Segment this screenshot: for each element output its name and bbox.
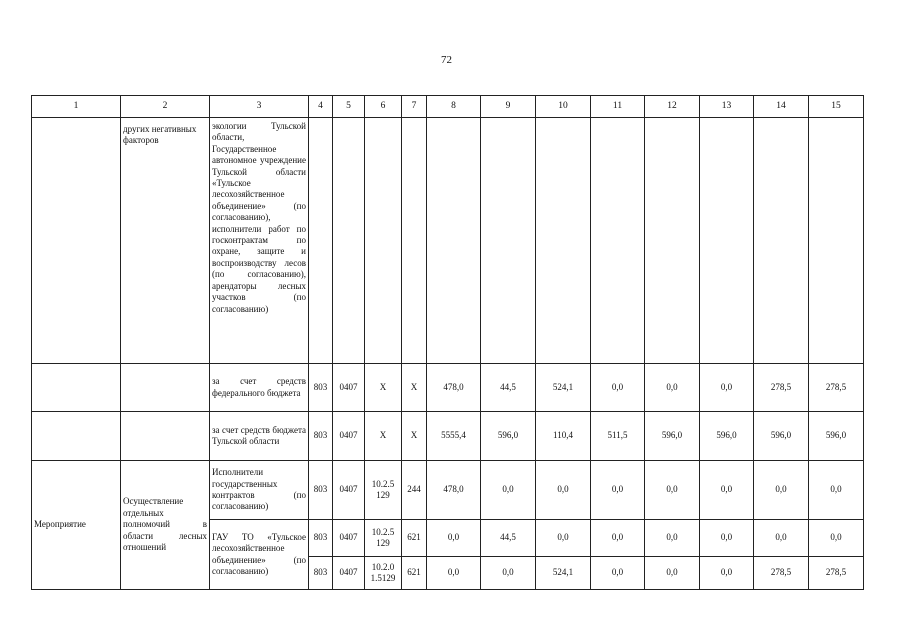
data-cell: 803 (309, 557, 333, 590)
data-cell: 0,0 (645, 520, 700, 557)
data-cell: 478,0 (427, 461, 481, 520)
data-cell: 0,0 (481, 557, 536, 590)
data-cell: 278,5 (754, 364, 809, 412)
data-cell: 0407 (333, 461, 365, 520)
data-cell: 5555,4 (427, 412, 481, 461)
data-cell: 0,0 (700, 364, 754, 412)
data-cell: 44,5 (481, 364, 536, 412)
data-cell: 596,0 (754, 412, 809, 461)
regional-budget-row (32, 412, 864, 461)
measure-row-1 (32, 461, 864, 520)
data-cell: 0,0 (700, 557, 754, 590)
data-cell: 0407 (333, 364, 365, 412)
data-cell: 524,1 (536, 557, 591, 590)
task-name-cell: других негативных факторов (121, 118, 210, 364)
data-cell: 524,1 (536, 364, 591, 412)
data-cell: 596,0 (481, 412, 536, 461)
header-cell: 2 (121, 96, 210, 118)
data-cell: X (365, 364, 402, 412)
data-cell: 0,0 (536, 461, 591, 520)
data-cell: 803 (309, 461, 333, 520)
data-cell: 596,0 (645, 412, 700, 461)
data-cell: X (402, 364, 427, 412)
data-cell: 0,0 (645, 557, 700, 590)
data-cell: 0,0 (809, 461, 864, 520)
data-cell: 803 (309, 412, 333, 461)
funding-source-cell: за счет средств бюджета Тульской области (210, 412, 309, 461)
header-cell: 4 (309, 96, 333, 118)
page-number: 72 (441, 54, 452, 66)
header-cell: 11 (591, 96, 645, 118)
data-cell: 0,0 (536, 520, 591, 557)
header-cell: 6 (365, 96, 402, 118)
data-cell: 0,0 (645, 364, 700, 412)
data-cell: X (402, 412, 427, 461)
header-cell: 3 (210, 96, 309, 118)
data-cell: 278,5 (754, 557, 809, 590)
data-cell: 10.2.5 129 (365, 520, 402, 557)
data-cell: 0407 (333, 520, 365, 557)
data-cell: 0,0 (700, 520, 754, 557)
data-cell: 10.2.5 129 (365, 461, 402, 520)
data-cell: 0,0 (481, 461, 536, 520)
data-cell: 596,0 (700, 412, 754, 461)
data-cell: 803 (309, 364, 333, 412)
data-cell: 278,5 (809, 364, 864, 412)
continuation-row (32, 118, 864, 364)
data-cell: 0,0 (645, 461, 700, 520)
data-cell: 621 (402, 557, 427, 590)
data-cell: 0,0 (427, 520, 481, 557)
header-cell: 5 (333, 96, 365, 118)
data-cell: 0,0 (700, 461, 754, 520)
data-cell: 0407 (333, 412, 365, 461)
data-cell: X (365, 412, 402, 461)
data-cell: 0407 (333, 557, 365, 590)
funding-source-cell: за счет средств федерального бюджета (210, 364, 309, 412)
header-cell: 12 (645, 96, 700, 118)
header-cell: 9 (481, 96, 536, 118)
data-cell: 110,4 (536, 412, 591, 461)
data-cell: 278,5 (809, 557, 864, 590)
data-cell: 0,0 (754, 461, 809, 520)
budget-table (31, 95, 864, 590)
header-cell: 15 (809, 96, 864, 118)
data-cell: 0,0 (809, 520, 864, 557)
header-cell: 10 (536, 96, 591, 118)
header-cell: 13 (700, 96, 754, 118)
empty-cell (32, 118, 121, 364)
measure-name-cell: Осуществление отдельных полномочий в области лесных отношений (121, 461, 210, 590)
data-cell: 478,0 (427, 364, 481, 412)
measure-type-cell: Мероприятие (32, 461, 121, 590)
data-cell: 0,0 (427, 557, 481, 590)
executor-cell: Исполнители государственных контрактов (по согласованию) (210, 461, 309, 520)
executors-cell: экологии Тульской области, Государственное автономное учреждение Тульской области «Тульское лесохозяйственное объединение» (по согласованию), исполнители работ по госконтрактам по охране, защите и воспроизводству лесов (по согласованию), арендаторы лесных участков (по согласованию) (210, 118, 309, 364)
data-cell: 511,5 (591, 412, 645, 461)
federal-budget-row (32, 364, 864, 412)
data-cell: 10.2.0 1.5129 (365, 557, 402, 590)
executor-cell: ГАУ ТО «Тульское лесохозяйственное объединение» (по согласованию) (210, 520, 309, 590)
header-cell: 7 (402, 96, 427, 118)
header-cell: 8 (427, 96, 481, 118)
header-cell: 14 (754, 96, 809, 118)
data-cell: 0,0 (591, 364, 645, 412)
data-cell: 596,0 (809, 412, 864, 461)
data-cell: 244 (402, 461, 427, 520)
data-cell: 44,5 (481, 520, 536, 557)
data-cell: 621 (402, 520, 427, 557)
data-cell: 0,0 (754, 520, 809, 557)
data-cell: 0,0 (591, 520, 645, 557)
data-cell: 803 (309, 520, 333, 557)
data-cell: 0,0 (591, 557, 645, 590)
header-row (32, 96, 864, 118)
data-cell: 0,0 (591, 461, 645, 520)
header-cell: 1 (32, 96, 121, 118)
